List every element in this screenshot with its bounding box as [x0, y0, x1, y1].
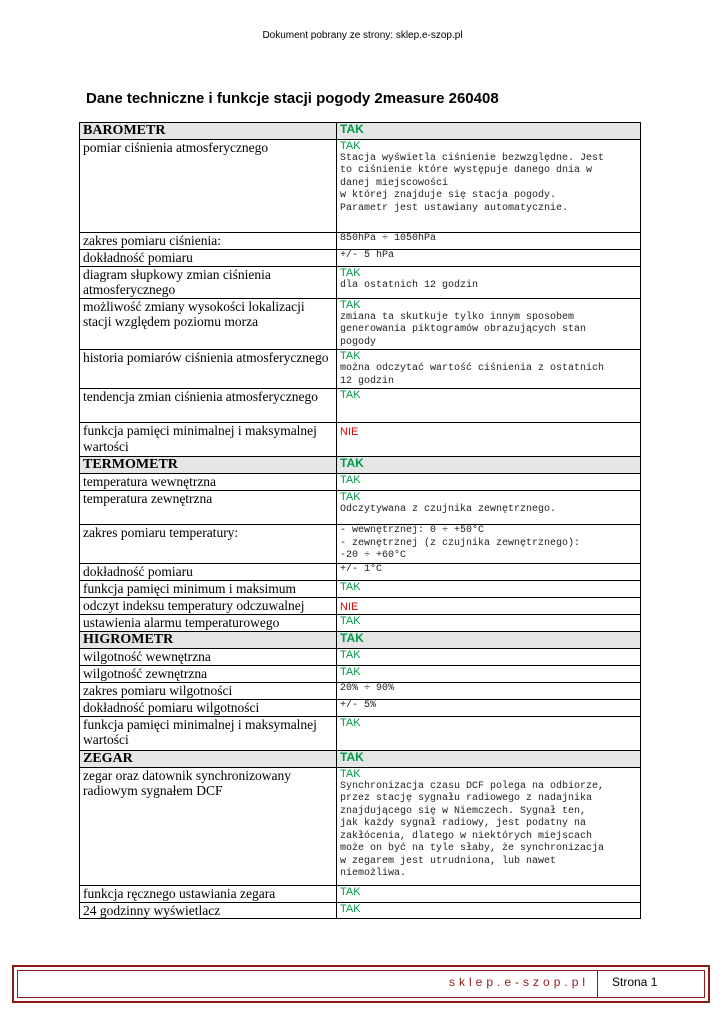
spec-label: zakres pomiaru temperatury:	[80, 525, 337, 564]
section-header-row	[80, 750, 641, 767]
section-name: HIGROMETR	[80, 631, 337, 648]
section-value: TAK	[340, 456, 364, 470]
section-header-row	[80, 457, 641, 474]
spec-label: zegar oraz datownik synchronizowany radiowym sygnałem DCF	[80, 767, 337, 885]
spec-value-cell	[337, 648, 641, 665]
page-title: Dane techniczne i funkcje stacji pogody 2measure 260408	[86, 90, 499, 107]
spec-label: odczyt indeksu temperatury odczuwalnej	[80, 597, 337, 614]
spec-row	[80, 767, 641, 885]
spec-label: dokładność pomiaru	[80, 563, 337, 580]
spec-row	[80, 563, 641, 580]
spec-row	[80, 423, 641, 457]
spec-row	[80, 474, 641, 491]
spec-label: zakres pomiaru ciśnienia:	[80, 232, 337, 249]
spec-row	[80, 266, 641, 298]
spec-row	[80, 665, 641, 682]
section-name: BAROMETR	[80, 123, 337, 140]
spec-label: temperatura wewnętrzna	[80, 474, 337, 491]
spec-value-cell	[337, 902, 641, 919]
footer-site: sklep.e-szop.pl	[449, 975, 590, 989]
section-value-cell	[337, 750, 641, 767]
value-yes: TAK	[340, 902, 361, 915]
spec-row	[80, 580, 641, 597]
spec-row	[80, 525, 641, 564]
section-name: TERMOMETR	[80, 457, 337, 474]
spec-value-cell	[337, 249, 641, 266]
section-header-row	[80, 631, 641, 648]
spec-note: Odczytywana z czujnika zewnętrznego.	[340, 504, 557, 515]
spec-note: Stacja wyświetla ciśnienie bezwzględne. Jest to ciśnienie które występuje danego dnia w danej miejscowości w której znajduje się stacja pogody. Parametr jest ustawiany automatycznie.	[340, 152, 605, 214]
spec-row	[80, 597, 641, 614]
spec-value-cell	[337, 665, 641, 682]
section-value: TAK	[340, 122, 364, 136]
spec-row	[80, 249, 641, 266]
spec-label: funkcja pamięci minimum i maksimum	[80, 580, 337, 597]
value-yes: TAK	[340, 614, 361, 627]
spec-label: dokładność pomiaru	[80, 249, 337, 266]
spec-label: pomiar ciśnienia atmosferycznego	[80, 139, 337, 232]
spec-label: wilgotność wewnętrzna	[80, 648, 337, 665]
spec-value-cell	[337, 614, 641, 631]
spec-value-cell	[337, 597, 641, 614]
spec-label: funkcja ręcznego ustawiania zegara	[80, 885, 337, 902]
value-yes: TAK	[340, 298, 361, 311]
spec-label: temperatura zewnętrzna	[80, 491, 337, 525]
spec-row	[80, 902, 641, 919]
spec-note: można odczytać wartość ciśnienia z ostatnich 12 godzin	[340, 363, 605, 387]
spec-value-cell	[337, 350, 641, 389]
value-yes: TAK	[340, 350, 361, 362]
value-yes: TAK	[340, 885, 361, 898]
spec-row	[80, 491, 641, 525]
spec-value-cell	[337, 525, 641, 564]
value-yes: TAK	[340, 139, 361, 152]
spec-label: funkcja pamięci minimalnej i maksymalnej wartości	[80, 423, 337, 457]
page-footer	[12, 965, 710, 1003]
spec-note: dla ostatnich 12 godzin	[340, 279, 479, 291]
section-value-cell	[337, 123, 641, 140]
section-value-cell	[337, 631, 641, 648]
spec-row	[80, 885, 641, 902]
section-value: TAK	[340, 630, 364, 645]
section-value-cell	[337, 457, 641, 474]
value-yes: TAK	[340, 580, 361, 593]
spec-note: Synchronizacja czasu DCF polega na odbiorze, przez stację sygnału radiowego z nadajnika znajdującego się w Niemczech. Sygnał ten, jak każdy sygnał radiowy, jest podatny na zakłócenia, dlatego w niektórych miejscach może on być na tyle słaby, że synchronizacja w zegarem jest utrudniona, lub nawet niemożliwa.	[340, 780, 605, 879]
spec-value-cell	[337, 716, 641, 750]
spec-value-cell	[337, 298, 641, 350]
spec-note: 850hPa ÷ 1050hPa	[340, 232, 437, 244]
value-yes: TAK	[340, 716, 361, 729]
spec-note: +/- 1°C	[340, 563, 383, 575]
spec-row	[80, 682, 641, 699]
spec-note: 20% ÷ 90%	[340, 682, 395, 694]
value-yes: TAK	[340, 266, 361, 279]
value-yes: TAK	[340, 648, 361, 661]
spec-value-cell	[337, 474, 641, 491]
spec-row	[80, 648, 641, 665]
spec-value-cell	[337, 491, 641, 525]
value-yes: TAK	[340, 767, 361, 780]
value-yes: TAK	[340, 491, 361, 503]
spec-value-cell	[337, 767, 641, 885]
spec-row	[80, 389, 641, 423]
spec-label: tendencja zmian ciśnienia atmosferycznego	[80, 389, 337, 423]
spec-note: zmiana ta skutkuje tylko innym sposobem generowania piktogramów obrazujących stan pogody	[340, 311, 587, 348]
spec-value-cell	[337, 389, 641, 423]
spec-row	[80, 232, 641, 249]
spec-value-cell	[337, 423, 641, 457]
spec-value-cell	[337, 139, 641, 232]
download-source-header: Dokument pobrany ze strony: sklep.e-szop.pl	[262, 30, 463, 41]
section-name: ZEGAR	[80, 750, 337, 767]
spec-row	[80, 298, 641, 350]
spec-label: zakres pomiaru wilgotności	[80, 682, 337, 699]
spec-table	[79, 122, 641, 919]
spec-note: +/- 5 hPa	[340, 249, 395, 261]
spec-label: historia pomiarów ciśnienia atmosferycznego	[80, 350, 337, 389]
spec-row	[80, 716, 641, 750]
value-no: NIE	[340, 426, 359, 438]
spec-label: możliwość zmiany wysokości lokalizacji stacji względem poziomu morza	[80, 298, 337, 350]
value-yes: TAK	[340, 389, 361, 401]
spec-note: - wewnętrznej: 0 ÷ +50°C - zewnętrznej (z czujnika zewnętrznego): -20 ÷ +60°C	[340, 525, 581, 561]
spec-row	[80, 139, 641, 232]
spec-value-cell	[337, 580, 641, 597]
spec-label: funkcja pamięci minimalnej i maksymalnej wartości	[80, 716, 337, 750]
spec-label: ustawienia alarmu temperaturowego	[80, 614, 337, 631]
spec-row	[80, 350, 641, 389]
spec-label: dokładność pomiaru wilgotności	[80, 699, 337, 716]
spec-value-cell	[337, 699, 641, 716]
section-value: TAK	[340, 749, 364, 764]
spec-row	[80, 699, 641, 716]
spec-value-cell	[337, 682, 641, 699]
footer-page-number: Strona 1	[612, 975, 658, 989]
spec-label: wilgotność zewnętrzna	[80, 665, 337, 682]
spec-value-cell	[337, 885, 641, 902]
spec-note: +/- 5%	[340, 699, 377, 711]
spec-row	[80, 614, 641, 631]
value-yes: TAK	[340, 665, 361, 678]
value-yes: TAK	[340, 474, 361, 486]
spec-value-cell	[337, 563, 641, 580]
spec-value-cell	[337, 232, 641, 249]
spec-label: 24 godzinny wyświetlacz	[80, 902, 337, 919]
value-no: NIE	[340, 600, 359, 613]
spec-value-cell	[337, 266, 641, 298]
section-header-row	[80, 123, 641, 140]
spec-label: diagram słupkowy zmian ciśnienia atmosferycznego	[80, 266, 337, 298]
